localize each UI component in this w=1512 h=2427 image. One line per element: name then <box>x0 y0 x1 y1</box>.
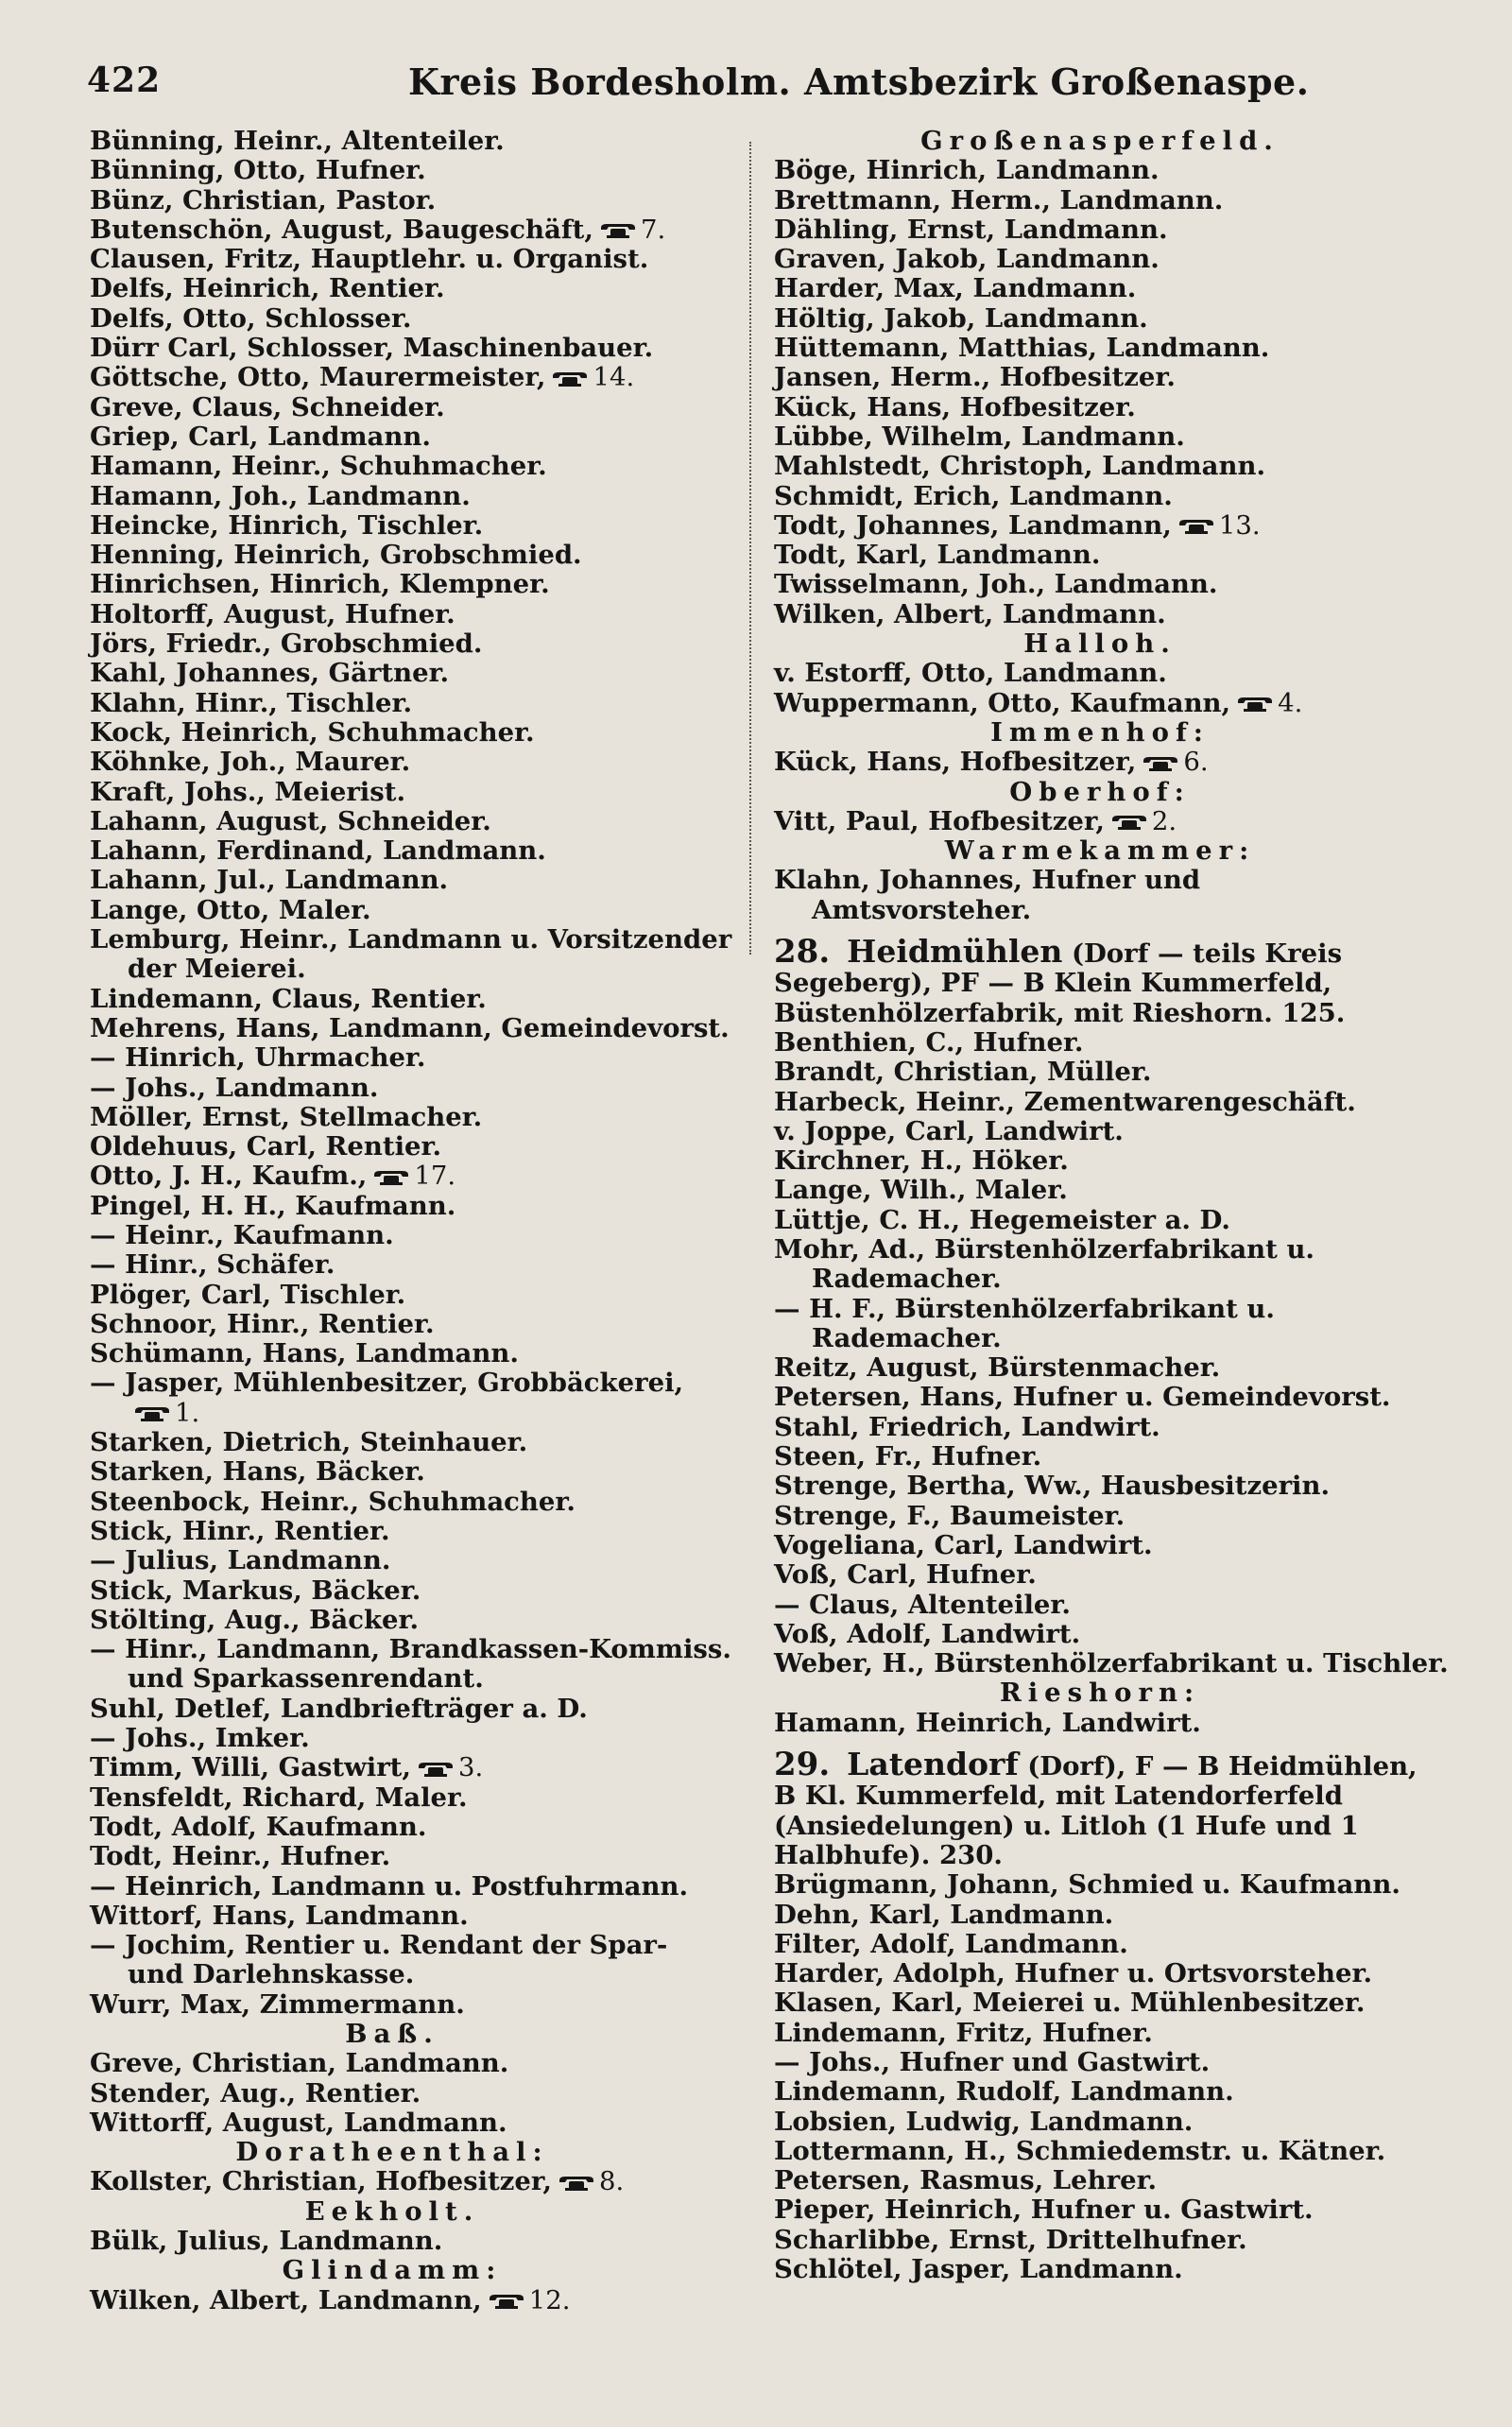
directory-entry <box>774 1117 1426 1146</box>
entry-text: Stahl, Friedrich, Landwirt. <box>774 1411 1160 1442</box>
entry-text: Harbeck, Heinr., Zementwarengeschäft. <box>774 1086 1356 1117</box>
directory-entry <box>90 925 732 985</box>
entry-text: Voß, Adolf, Landwirt. <box>774 1618 1081 1649</box>
directory-entry <box>90 274 732 303</box>
directory-entry <box>774 2166 1426 2195</box>
entry-text: Hinrichsen, Hinrich, Klempner. <box>90 569 550 600</box>
entry-text: Stölting, Aug., Bäcker. <box>90 1604 420 1635</box>
directory-entry <box>90 1872 732 1902</box>
directory-entry <box>90 1488 732 1517</box>
directory-entry <box>90 2167 732 2196</box>
phone-number: 4. <box>1278 687 1303 718</box>
entry-text: Butenschön, August, Baugeschäft, <box>90 214 593 245</box>
phone-number: 7. <box>640 214 666 245</box>
directory-entry <box>90 1281 732 1310</box>
directory-entry <box>774 2255 1426 2284</box>
telephone-icon <box>133 1405 171 1422</box>
directory-entry <box>774 363 1426 392</box>
directory-entry <box>774 1028 1426 1058</box>
directory-entry <box>774 1472 1426 1501</box>
directory-entry <box>90 1043 732 1073</box>
directory-entry <box>90 1014 732 1043</box>
directory-entry <box>90 452 732 481</box>
entry-text: Vitt, Paul, Hofbesitzer, <box>774 805 1105 836</box>
entry-text: Bünning, Heinr., Altenteiler. <box>90 126 505 156</box>
entry-text: Klahn, Hinr., Tischler. <box>90 687 413 718</box>
entry-text: Delfs, Otto, Schlosser. <box>90 302 412 334</box>
entry-text: — Johs., Imker. <box>90 1723 310 1754</box>
directory-entry <box>774 1620 1426 1649</box>
entry-text: Mehrens, Hans, Landmann, Gemeindevorst. <box>90 1012 730 1043</box>
directory-entry <box>774 2108 1426 2137</box>
phone-number: 14. <box>593 362 635 393</box>
phone-number: 13. <box>1218 509 1261 541</box>
directory-entry <box>90 215 732 245</box>
entry-text: Lindemann, Claus, Rentier. <box>90 983 487 1014</box>
entry-text: Wittorff, August, Landmann. <box>90 2107 507 2138</box>
entry-text: Todt, Adolf, Kaufmann. <box>90 1811 427 1842</box>
directory-entry <box>774 304 1426 334</box>
entry-text: Holtorff, August, Hufner. <box>90 598 455 629</box>
directory-entry <box>774 1901 1426 1930</box>
directory-entry <box>90 1635 732 1695</box>
directory-entry <box>90 2286 732 2315</box>
entry-text: Otto, J. H., Kaufm., <box>90 1161 368 1192</box>
directory-entry <box>774 1295 1426 1354</box>
entry-text: Wuppermann, Otto, Kaufmann, <box>774 687 1231 718</box>
entry-text: — Hinrich, Uhrmacher. <box>90 1042 426 1074</box>
entry-text: Petersen, Hans, Hufner u. Gemeindevorst. <box>774 1382 1391 1413</box>
entry-text: Lobsien, Ludwig, Landmann. <box>774 2106 1194 2137</box>
entry-text: Lübbe, Wilhelm, Landmann. <box>774 421 1185 452</box>
directory-entry <box>774 1531 1426 1560</box>
directory-entry <box>90 1753 732 1782</box>
village-name: Latendorf <box>847 1746 1019 1783</box>
directory-entry <box>90 1399 732 1428</box>
directory-entry <box>90 1931 732 1990</box>
village-entry <box>774 933 1426 1028</box>
entry-text: Weber, H., Bürstenhölzerfabrikant u. Tischler. <box>774 1648 1449 1679</box>
directory-entry <box>774 748 1426 777</box>
directory-entry <box>90 1724 732 1753</box>
directory-entry <box>774 1930 1426 1959</box>
directory-entry <box>90 245 732 274</box>
directory-entry <box>90 2079 732 2109</box>
entry-text: Delfs, Heinrich, Rentier. <box>90 273 445 304</box>
entry-text: v. Estorff, Otto, Landmann. <box>774 658 1167 689</box>
entry-text: Jansen, Herm., Hofbesitzer. <box>774 362 1176 393</box>
entry-text: Hamann, Heinrich, Landwirt. <box>774 1707 1201 1738</box>
directory-entry <box>774 215 1426 245</box>
entry-text: Hamann, Heinr., Schuhmacher. <box>90 451 547 482</box>
directory-entry <box>90 1428 732 1457</box>
entry-text: Steen, Fr., Hufner. <box>774 1441 1042 1472</box>
directory-entry <box>774 1959 1426 1988</box>
entry-text: Twisselmann, Joh., Landmann. <box>774 569 1218 600</box>
entry-text: Kahl, Johannes, Gärtner. <box>90 658 450 689</box>
directory-entry <box>774 1560 1426 1590</box>
locality-heading: Eekholt. <box>304 2195 480 2227</box>
directory-entry <box>774 1591 1426 1620</box>
entry-text: Göttsche, Otto, Maurermeister, <box>90 362 546 393</box>
running-title: Kreis Bordesholm. Amtsbezirk Großenaspe. <box>408 60 1310 103</box>
directory-entry <box>774 1353 1426 1383</box>
directory-entry <box>90 511 732 541</box>
directory-entry <box>774 245 1426 274</box>
entry-text: — Johs., Hufner und Gastwirt. <box>774 2047 1211 2077</box>
entry-text: Kollster, Christian, Hofbesitzer, <box>90 2166 552 2197</box>
locality-heading: Rieshorn: <box>999 1678 1201 1709</box>
directory-entry <box>90 541 732 570</box>
directory-entry <box>90 1074 732 1103</box>
phone-number: 2. <box>1151 805 1177 836</box>
entry-text: Steenbock, Heinr., Schuhmacher. <box>90 1486 576 1517</box>
directory-entry <box>90 1162 732 1191</box>
entry-text: Lottermann, H., Schmiedemstr. u. Kätner. <box>774 2135 1386 2166</box>
phone-number: 17. <box>414 1161 456 1192</box>
entry-text: Böge, Hinrich, Landmann. <box>774 155 1160 186</box>
directory-entry <box>774 393 1426 422</box>
telephone-icon <box>372 1169 410 1186</box>
entry-text: Bünning, Otto, Hufner. <box>90 155 426 186</box>
entry-text: Lindemann, Rudolf, Landmann. <box>774 2076 1234 2108</box>
entry-text: Schmidt, Erich, Landmann. <box>774 480 1173 511</box>
phone-number: 8. <box>598 2166 625 2197</box>
directory-entry <box>90 1310 732 1339</box>
entry-text: Suhl, Detlef, Landbriefträger a. D. <box>90 1693 588 1724</box>
directory-entry <box>774 570 1426 599</box>
directory-entry <box>90 393 732 422</box>
entry-text: Timm, Willi, Gastwirt, <box>90 1752 411 1783</box>
entry-text: Wilken, Albert, Landmann. <box>774 598 1166 629</box>
entry-text: Möller, Ernst, Stellmacher. <box>90 1101 483 1132</box>
directory-entry <box>90 896 732 925</box>
directory-entry <box>90 1368 732 1398</box>
entry-text: Dehn, Karl, Landmann. <box>774 1899 1114 1930</box>
directory-entry <box>90 1576 732 1606</box>
locality-heading: Baß. <box>345 2019 439 2049</box>
entry-text: Hamann, Joh., Landmann. <box>90 480 471 511</box>
entry-text: Bünz, Christian, Pastor. <box>90 184 437 215</box>
telephone-icon <box>1142 755 1179 772</box>
directory-entry <box>774 1502 1426 1531</box>
directory-entry <box>774 1235 1426 1295</box>
entry-text: Wurr, Max, Zimmermann. <box>90 1988 465 2020</box>
directory-entry <box>90 985 732 1014</box>
directory-entry <box>90 186 732 215</box>
entry-text: — Heinr., Kaufmann. <box>90 1219 394 1250</box>
entry-text: — Claus, Altenteiler. <box>774 1589 1071 1620</box>
directory-entry <box>774 1413 1426 1442</box>
village-name: Heidmühlen <box>847 933 1063 971</box>
entry-text: Klasen, Karl, Meierei u. Mühlenbesitzer. <box>774 1988 1366 2019</box>
directory-entry <box>90 1606 732 1635</box>
directory-entry <box>90 1517 732 1546</box>
directory-entry <box>90 1457 732 1487</box>
directory-entry <box>774 807 1426 836</box>
entry-text: Todt, Johannes, Landmann, <box>774 509 1172 541</box>
entry-text: Brettmann, Herm., Landmann. <box>774 184 1224 215</box>
village-details: (Dorf), F — B Heidmühlen, B Kl. Kummerfeld, mit Latendorferfeld (Ansiedelungen) u. Litloh (1 Hufe und 1 Halbhufe). 230. <box>774 1751 1418 1870</box>
entry-text: Heincke, Hinrich, Tischler. <box>90 509 484 541</box>
locality-heading: Halloh. <box>1023 628 1177 660</box>
directory-entry <box>774 2137 1426 2166</box>
entry-text: Köhnke, Joh., Maurer. <box>90 747 411 778</box>
entry-text: Pingel, H. H., Kaufmann. <box>90 1190 456 1221</box>
entry-text: Henning, Heinrich, Grobschmied. <box>90 540 582 571</box>
telephone-icon <box>1177 518 1215 535</box>
entry-text: Bülk, Julius, Landmann. <box>90 2226 443 2257</box>
entry-text: Stender, Aug., Rentier. <box>90 2077 421 2109</box>
directory-entry <box>90 2049 732 2078</box>
entry-text: Petersen, Rasmus, Lehrer. <box>774 2165 1158 2196</box>
directory-entry <box>90 1783 732 1813</box>
entry-text: Greve, Claus, Schneider. <box>90 391 445 422</box>
village-details: (Dorf — teils Kreis Segeberg), PF — B Klein Kummerfeld, Büstenhölzerfabrik, mit Rieshorn. 125. <box>774 938 1346 1028</box>
entry-text: — Johs., Landmann. <box>90 1072 379 1103</box>
directory-entry <box>774 659 1426 688</box>
entry-text: Lahann, Ferdinand, Landmann. <box>90 835 546 867</box>
village-number: 28. <box>774 933 831 972</box>
directory-entry <box>774 1648 1449 1679</box>
directory-entry <box>774 452 1426 481</box>
entry-text: Scharlibbe, Ernst, Drittelhufner. <box>774 2224 1247 2255</box>
entry-text: Dürr Carl, Schlosser, Maschinenbauer. <box>90 333 654 364</box>
directory-entry <box>90 2227 732 2256</box>
entry-text: Höltig, Jakob, Landmann. <box>774 302 1148 334</box>
entry-text: — Julius, Landmann. <box>90 1545 391 1576</box>
directory-entry <box>90 689 732 718</box>
page-number: 422 <box>87 60 162 100</box>
entry-text: Schnoor, Hinr., Rentier. <box>90 1308 435 1339</box>
directory-entry <box>774 1870 1426 1900</box>
directory-entry <box>774 482 1426 511</box>
entry-text: Wittorf, Hans, Landmann. <box>90 1900 469 1931</box>
directory-entry <box>90 659 732 688</box>
directory-entry <box>774 1383 1426 1412</box>
directory-entry <box>90 836 732 866</box>
entry-text: Oldehuus, Carl, Rentier. <box>90 1131 442 1162</box>
directory-entry <box>90 127 732 156</box>
entry-text: Starken, Dietrich, Steinhauer. <box>90 1427 528 1458</box>
entry-text: Lindemann, Fritz, Hufner. <box>774 2017 1153 2048</box>
directory-entry <box>774 2077 1426 2107</box>
entry-text: Graven, Jakob, Landmann. <box>774 244 1160 275</box>
directory-entry <box>774 1988 1426 2018</box>
entry-text: Plöger, Carl, Tischler. <box>90 1279 406 1310</box>
entry-text: — H. F., Bürstenhölzerfabrikant u. Rademacher. <box>774 1293 1275 1353</box>
telephone-icon <box>551 370 589 387</box>
directory-entry <box>774 689 1426 718</box>
entry-text: Wilken, Albert, Landmann, <box>90 2284 482 2315</box>
entry-text: — Heinrich, Landmann u. Postfuhrmann. <box>90 1870 689 1902</box>
entry-text: Strenge, Bertha, Ww., Hausbesitzerin. <box>774 1471 1331 1502</box>
village-number: 29. <box>774 1746 831 1784</box>
entry-text: Stick, Markus, Bäcker. <box>90 1575 421 1606</box>
locality-heading: Immenhof: <box>990 716 1210 748</box>
entry-text: Kraft, Johs., Meierist. <box>90 776 406 807</box>
entry-text: Mohr, Ad., Bürstenhölzerfabrikant u. Rademacher. <box>774 1233 1315 1295</box>
directory-entry <box>90 1192 732 1221</box>
entry-text: Lüttje, C. H., Hegemeister a. D. <box>774 1204 1230 1235</box>
entry-text: v. Joppe, Carl, Landwirt. <box>774 1115 1124 1146</box>
entry-text: Lahann, Jul., Landmann. <box>90 865 449 896</box>
entry-text: Harder, Adolph, Hufner u. Ortsvorsteher. <box>774 1958 1373 1989</box>
entry-text: Brügmann, Johann, Schmied u. Kaufmann. <box>774 1869 1400 1901</box>
entry-text: Kück, Hans, Hofbesitzer, <box>774 747 1137 778</box>
entry-text: Starken, Hans, Bäcker. <box>90 1456 425 1488</box>
directory-entry <box>90 1990 732 2020</box>
directory-entry <box>90 422 732 452</box>
directory-entry <box>90 718 732 748</box>
telephone-icon <box>599 222 637 239</box>
directory-entry <box>774 2226 1426 2255</box>
telephone-icon <box>1110 814 1148 831</box>
directory-entry <box>774 1088 1426 1117</box>
entry-text: Pieper, Heinrich, Hufner u. Gastwirt. <box>774 2195 1314 2226</box>
telephone-icon <box>1236 696 1274 713</box>
telephone-icon <box>488 2293 525 2310</box>
entry-text: Clausen, Fritz, Hauptlehr. u. Organist. <box>90 244 649 275</box>
directory-entry <box>774 1146 1426 1176</box>
entry-text: Kück, Hans, Hofbesitzer. <box>774 391 1136 422</box>
locality-heading: Glindamm: <box>282 2255 503 2286</box>
right-column <box>774 126 1449 2285</box>
left-column <box>90 127 732 2315</box>
directory-entry <box>90 807 732 836</box>
phone-number: 6. <box>1183 747 1209 778</box>
directory-entry <box>90 1546 732 1575</box>
column-divider <box>749 142 751 955</box>
entry-text: Filter, Adolf, Landmann. <box>774 1928 1128 1959</box>
directory-entry <box>90 778 732 807</box>
entry-text: — Jasper, Mühlenbesitzer, Grobbäckerei, <box>90 1368 684 1399</box>
village-entry <box>774 1746 1426 1870</box>
directory-entry <box>90 748 732 777</box>
entry-text: Kock, Heinrich, Schuhmacher. <box>90 716 535 748</box>
entry-text: Reitz, August, Bürstenmacher. <box>774 1352 1221 1384</box>
directory-entry <box>90 1813 732 1842</box>
directory-entry <box>774 1176 1426 1205</box>
directory-entry <box>90 482 732 511</box>
telephone-icon <box>417 1761 455 1778</box>
entry-text: — Jochim, Rentier u. Rendant der Spar- und Darlehnskasse. <box>90 1930 668 1990</box>
entry-text: Stick, Hinr., Rentier. <box>90 1515 390 1546</box>
entry-text: Kirchner, H., Höker. <box>774 1145 1069 1177</box>
directory-entry <box>90 304 732 334</box>
entry-text: Schlötel, Jasper, Landmann. <box>774 2254 1183 2285</box>
entry-text: Harder, Max, Landmann. <box>774 273 1137 304</box>
entry-text: Jörs, Friedr., Grobschmied. <box>90 628 483 660</box>
entry-text: Vogeliana, Carl, Landwirt. <box>774 1529 1153 1560</box>
directory-entry <box>90 1250 732 1280</box>
phone-number: 3. <box>457 1752 484 1783</box>
directory-entry <box>774 541 1426 570</box>
entry-text: Todt, Karl, Landmann. <box>774 540 1101 571</box>
directory-entry <box>774 1206 1426 1235</box>
directory-entry <box>774 1709 1426 1738</box>
directory-entry <box>774 1058 1426 1087</box>
telephone-icon <box>558 2175 595 2192</box>
phone-number: 12. <box>528 2284 571 2315</box>
directory-entry <box>774 2048 1426 2077</box>
directory-entry <box>90 1103 732 1132</box>
directory-entry <box>90 1902 732 1931</box>
entry-text: Lahann, August, Schneider. <box>90 805 491 836</box>
directory-entry <box>90 570 732 599</box>
directory-entry <box>90 866 732 895</box>
directory-entry <box>90 2109 732 2138</box>
entry-text: Griep, Carl, Landmann. <box>90 421 431 452</box>
directory-entry <box>90 600 732 629</box>
directory-entry <box>90 1132 732 1162</box>
entry-text: Lange, Wilh., Maler. <box>774 1175 1068 1206</box>
directory-entry <box>90 629 732 659</box>
entry-text: Todt, Heinr., Hufner. <box>90 1841 391 1872</box>
entry-text: Voß, Carl, Hufner. <box>774 1559 1037 1591</box>
entry-text: Lemburg, Heinr., Landmann u. Vorsitzender der Meierei. <box>90 924 732 985</box>
entry-text: Strenge, F., Baumeister. <box>774 1500 1125 1531</box>
entry-text: Tensfeldt, Richard, Maler. <box>90 1782 468 1813</box>
directory-entry <box>90 1339 732 1368</box>
directory-entry <box>90 1221 732 1250</box>
directory-entry <box>774 2019 1426 2048</box>
phone-number: 1. <box>175 1397 200 1428</box>
directory-entry <box>774 2195 1426 2225</box>
entry-text: Greve, Christian, Landmann. <box>90 2048 509 2079</box>
locality-heading: Oberhof: <box>1009 776 1191 807</box>
directory-entry <box>774 600 1426 629</box>
entry-text: Schümann, Hans, Landmann. <box>90 1338 519 1369</box>
directory-entry <box>774 866 1426 925</box>
directory-entry <box>90 156 732 185</box>
directory-entry <box>774 156 1426 185</box>
locality-heading: Doratheenthal: <box>235 2137 549 2168</box>
directory-entry <box>774 334 1426 363</box>
directory-entry <box>90 334 732 363</box>
entry-text: Hüttemann, Matthias, Landmann. <box>774 333 1270 364</box>
directory-entry <box>90 1695 732 1724</box>
entry-text: Dähling, Ernst, Landmann. <box>774 214 1168 245</box>
directory-entry <box>774 1442 1426 1472</box>
directory-entry <box>774 274 1426 303</box>
directory-entry <box>774 422 1426 452</box>
entry-text: — Hinr., Landmann, Brandkassen-Kommiss. und Sparkassenrendant. <box>90 1634 731 1695</box>
page-header <box>87 55 1310 112</box>
locality-heading: Großenasperfeld. <box>920 126 1280 156</box>
entry-text: — Hinr., Schäfer. <box>90 1249 335 1281</box>
entry-text: Klahn, Johannes, Hufner und Amtsvorsteher. <box>774 865 1201 925</box>
locality-heading: Warmekammer: <box>944 835 1256 867</box>
entry-text: Benthien, C., Hufner. <box>774 1026 1084 1058</box>
directory-entry <box>774 186 1426 215</box>
entry-text: Brandt, Christian, Müller. <box>774 1057 1152 1088</box>
entry-text: Mahlstedt, Christoph, Landmann. <box>774 451 1266 482</box>
entry-text: Lange, Otto, Maler. <box>90 894 371 925</box>
directory-entry <box>774 511 1426 541</box>
directory-entry <box>90 1842 732 1871</box>
directory-entry <box>90 363 732 392</box>
